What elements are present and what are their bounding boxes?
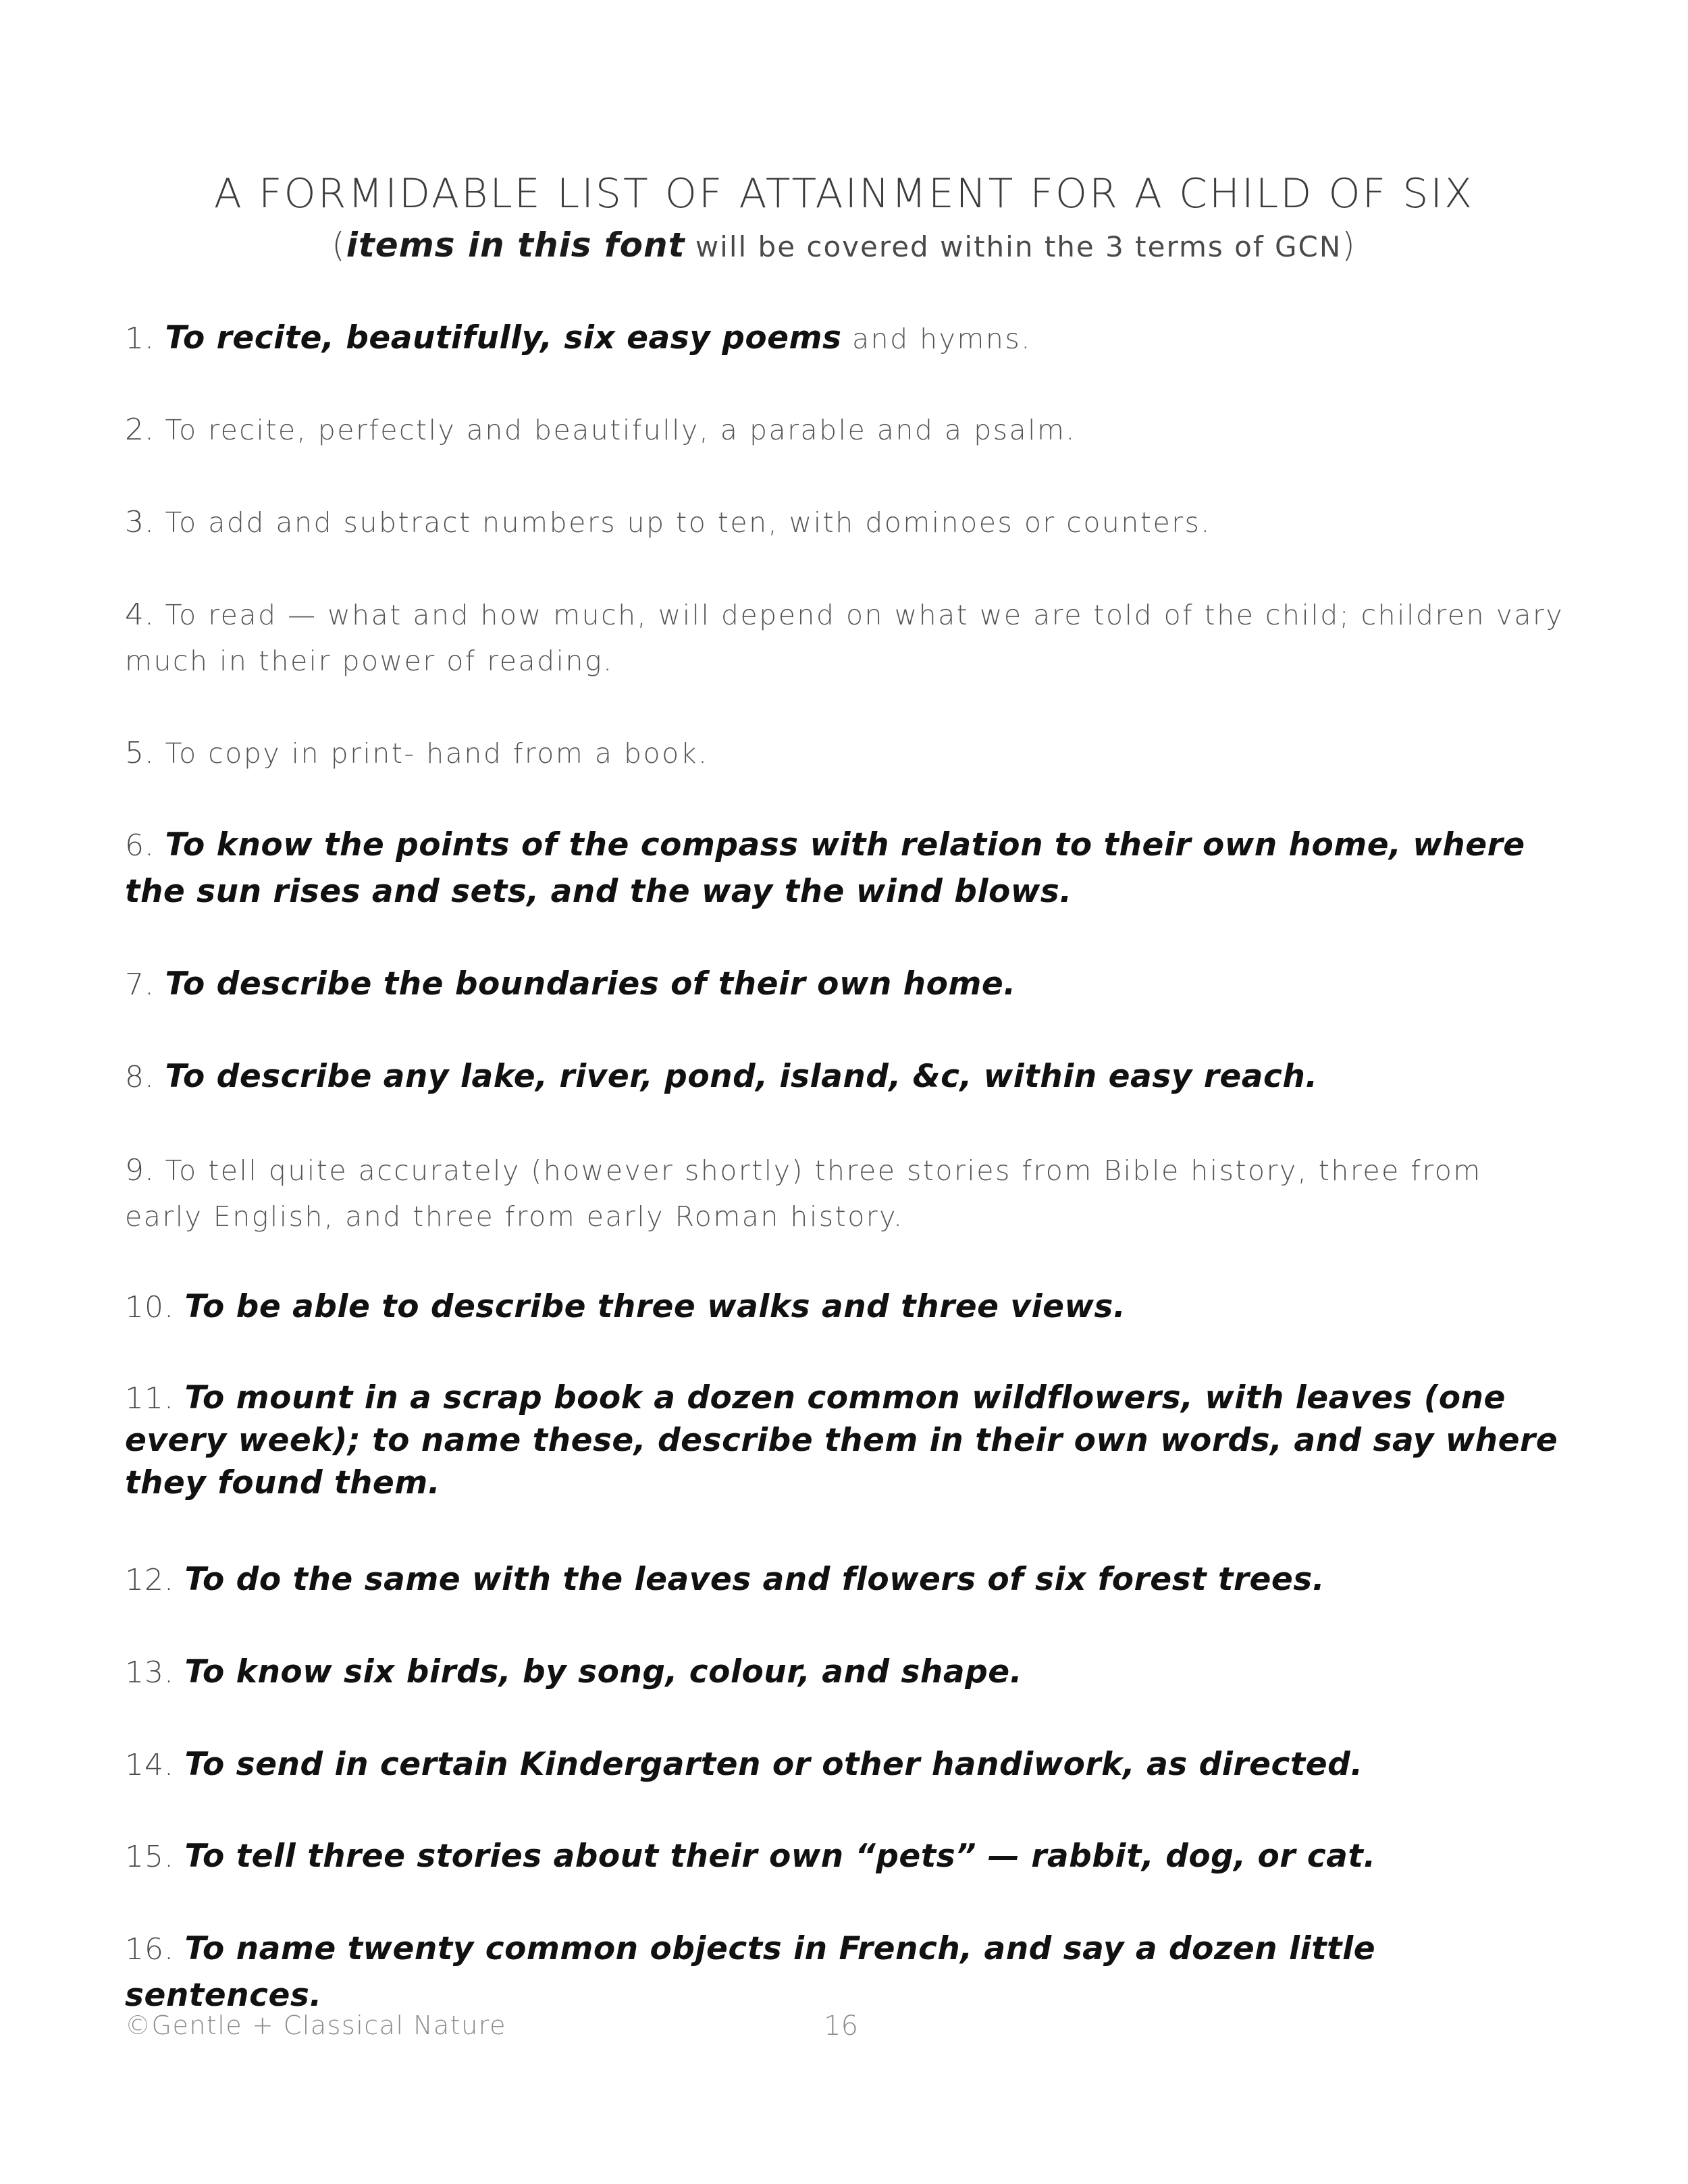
page-title: A FORMIDABLE LIST OF ATTAINMENT FOR A CHILD OF SIX (213, 170, 1475, 217)
item-number: 5. (125, 736, 155, 770)
item-number: 7. (125, 967, 155, 1002)
item-emphasis: To name twenty common objects in French, and say a dozen little sentences. (125, 1930, 1376, 2014)
item-number: 14. (125, 1748, 174, 1782)
item-emphasis: To describe any lake, river, pond, island, &c, within easy reach. (165, 1058, 1318, 1095)
list-item-10 (125, 1284, 1570, 1331)
item-emphasis: To tell three stories about their own “pets” — rabbit, dog, or cat. (184, 1838, 1376, 1875)
item-text: To tell quite accurately (however shortly) three stories from Bible history, three from early English, and three from early Roman history. (125, 1154, 1482, 1233)
list-item-11 (125, 1377, 1570, 1505)
item-emphasis: To recite, beautifully, six easy poems (165, 319, 842, 356)
subtitle-rest: will be covered within the 3 terms of GCN (685, 230, 1342, 263)
item-emphasis: To know six birds, by song, colour, and shape. (184, 1653, 1022, 1690)
list-item-9 (125, 1148, 1570, 1240)
subtitle-close-paren: ) (1342, 225, 1356, 265)
list-item-4 (125, 592, 1570, 684)
list-item-6 (125, 822, 1570, 915)
item-text: To read — what and how much, will depend on what we are told of the child; children vary much in their power of reading. (125, 599, 1564, 677)
list-item-14 (125, 1742, 1570, 1788)
item-emphasis: To be able to describe three walks and three views. (184, 1288, 1126, 1325)
list-item-8 (125, 1054, 1570, 1100)
item-text: To add and subtract numbers up to ten, with dominoes or counters. (165, 506, 1211, 539)
list-item-3 (125, 500, 1570, 545)
item-text: To copy in print- hand from a book. (165, 737, 709, 770)
item-number: 15. (125, 1840, 174, 1874)
item-number: 4. (125, 597, 155, 632)
item-number: 13. (125, 1655, 174, 1690)
item-number: 11. (125, 1381, 174, 1416)
subtitle-open-paren: ( (332, 225, 346, 265)
list-item-15 (125, 1834, 1570, 1880)
list-item-7 (125, 961, 1570, 1008)
item-number: 16. (125, 1932, 174, 1967)
item-number: 8. (125, 1060, 155, 1094)
list-item-5 (125, 730, 1570, 776)
item-text: and hymns. (841, 323, 1032, 355)
item-number: 1. (125, 321, 155, 356)
list-item-12 (125, 1557, 1570, 1603)
item-emphasis: To do the same with the leaves and flowers of six forest trees. (184, 1561, 1325, 1598)
subtitle-emphasis: items in this font (346, 225, 685, 265)
item-emphasis: To know the points of the compass with relation to their own home, where the sun rises and sets, and the way the wind blows. (125, 826, 1525, 910)
list-item-16 (125, 1926, 1570, 2019)
list-item-2 (125, 407, 1570, 453)
list-item-1 (125, 315, 1570, 362)
item-text: To recite, perfectly and beautifully, a parable and a psalm. (165, 414, 1076, 446)
list-item-13 (125, 1649, 1570, 1696)
item-emphasis: To send in certain Kindergarten or other handiwork, as directed. (184, 1746, 1363, 1783)
page-subtitle (0, 225, 1688, 265)
item-number: 9. (125, 1153, 155, 1188)
item-emphasis: To describe the boundaries of their own home. (165, 965, 1016, 1003)
item-number: 6. (125, 828, 155, 863)
page-number: 16 (824, 2010, 858, 2042)
item-number: 2. (125, 412, 155, 447)
item-emphasis: To mount in a scrap book a dozen common wildflowers, with leaves (one every week); to name these, describe them in their own words, and say where they found them. (125, 1379, 1558, 1501)
item-number: 3. (125, 505, 155, 539)
footer-copyright: ©Gentle + Classical Nature (125, 2010, 506, 2040)
item-number: 12. (125, 1563, 174, 1597)
item-number: 10. (125, 1290, 174, 1325)
